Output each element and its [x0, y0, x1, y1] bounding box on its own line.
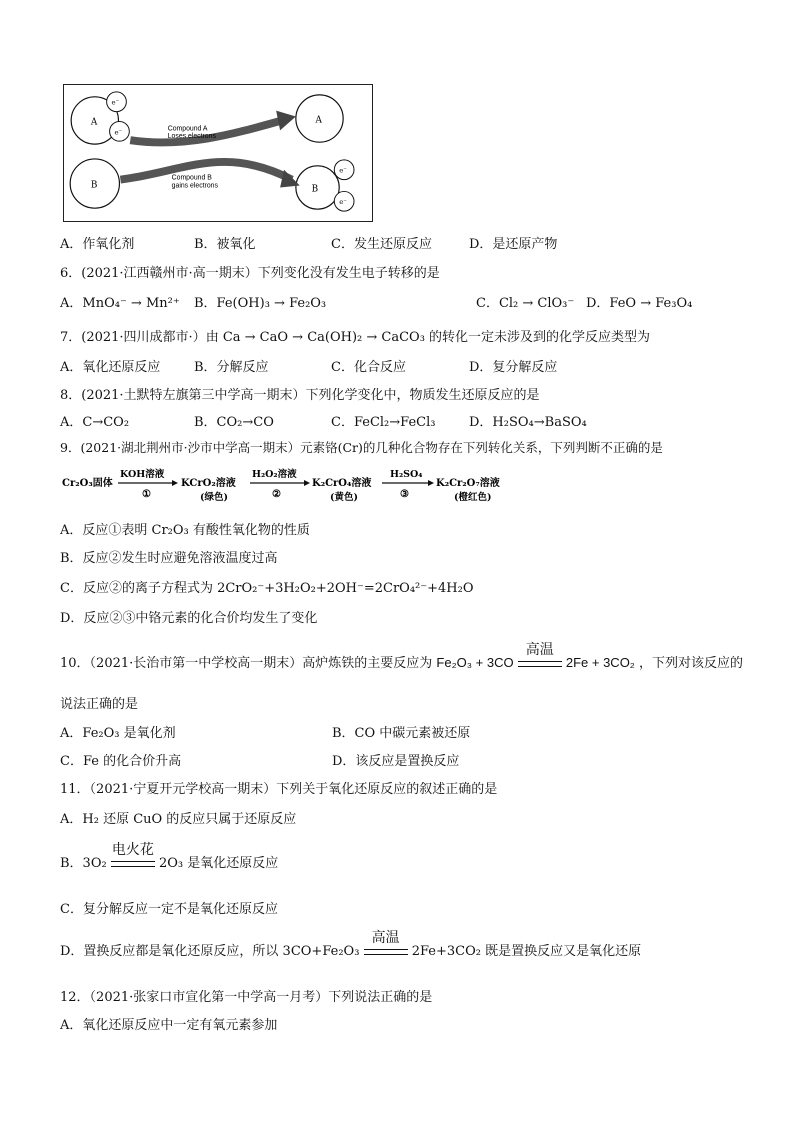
- q9-stem: 9．(2021·湖北荆州市·沙市中学高一期末）元素铬(Cr)的几种化合物存在下列转化关系，下列判断不正确的是: [60, 440, 663, 455]
- q10-stem-post: ，下列对该反应的: [639, 656, 744, 671]
- scheme-reagent-2: H₂O₂溶液: [252, 469, 297, 480]
- q10-eq-left: Fe₂O₃ + 3CO: [436, 655, 514, 670]
- q9-option-c: C．反应②的离子方程式为 2CrO₂⁻+3H₂O₂+2OH⁻=2CrO₄²⁻+4H₂O: [60, 581, 474, 596]
- label-b-right: B: [311, 184, 319, 195]
- q11-d-pre: D．置换反应都是氧化还原反应，所以 3CO+Fe₂O₃: [60, 944, 360, 959]
- q6-option-b: B．Fe(OH)₃ → Fe₂O₃: [194, 296, 327, 311]
- electron-transfer-diagram: [63, 84, 373, 222]
- q10-stem-line2: 说法正确的是: [60, 697, 139, 712]
- q8-option-c: C．FeCl₂→FeCl₃: [331, 415, 436, 430]
- q5-option-c: C．发生还原反应: [331, 237, 432, 252]
- q9-option-b: B．反应②发生时应避免溶液温度过高: [60, 551, 278, 566]
- scheme-step-2: ②: [272, 489, 281, 500]
- q12-option-a: A．氧化还原反应中一定有氧元素参加: [60, 1018, 278, 1033]
- q9-option-a: A．反应①表明 Cr₂O₃ 有酸性氧化物的性质: [60, 523, 310, 538]
- q11-b-pre: B．3O₂: [60, 856, 107, 871]
- scheme-kcro2: KCrO₂溶液: [181, 478, 236, 489]
- q8-option-d: D．H₂SO₄→BaSO₄: [469, 415, 587, 430]
- q6-option-d: D．FeO → Fe₃O₄: [586, 296, 693, 311]
- label-b-left: B: [90, 180, 98, 191]
- electron-transfer-illustration: [64, 85, 372, 221]
- electron-3: e⁻: [339, 166, 347, 175]
- q8-option-a: A．C→CO₂: [60, 415, 130, 430]
- scheme-step-3: ③: [400, 489, 409, 500]
- q10-option-c: C．Fe 的化合价升高: [60, 754, 182, 769]
- q6-stem: 6．(2021·江西赣州市·高一期末）下列变化没有发生电子转移的是: [60, 266, 440, 281]
- q5-option-b: B．被氧化: [194, 237, 256, 252]
- q5-option-a: A．作氧化剂: [60, 237, 135, 252]
- scheme-step-1: ①: [142, 489, 151, 500]
- q7-stem: 7．(2021·四川成都市·）由 Ca → CaO → Ca(OH)₂ → CaCO₃ 的转化一定未涉及到的化学反应类型为: [60, 330, 651, 345]
- q10-eq-condition-arrow: [518, 642, 562, 671]
- q11-option-d: [60, 930, 642, 959]
- compound-b-text-2: gains electrons: [171, 182, 218, 190]
- q8-option-b: B．CO₂→CO: [194, 415, 274, 430]
- electron-2: e⁻: [114, 128, 123, 137]
- q10-option-d: D．该反应是置换反应: [332, 754, 460, 769]
- compound-b-text-1: Compound B: [171, 174, 212, 182]
- compound-a-text-1: Compound A: [167, 125, 208, 133]
- scheme-color-orange: (橙红色): [454, 492, 492, 503]
- q11-d-post: 2Fe+3CO₂ 既是置换反应又是氧化还原: [411, 944, 642, 959]
- scheme-color-yellow: (黄色): [330, 492, 358, 503]
- q11-b-condition: 电火花: [111, 842, 154, 858]
- q7-option-d: D．复分解反应: [469, 360, 558, 375]
- q10-stem-line1: [60, 642, 744, 671]
- q12-stem: 12．（2021·张家口市宣化第一中学高一月考）下列说法正确的是: [60, 990, 433, 1005]
- q7-option-b: B．分解反应: [194, 360, 269, 375]
- q5-option-d: D．是还原产物: [469, 237, 558, 252]
- label-a-right: A: [315, 115, 322, 126]
- scheme-reagent-1: KOH溶液: [120, 469, 165, 480]
- q10-option-a: A．Fe₂O₃ 是氧化剂: [60, 726, 176, 741]
- electron-4: e⁻: [339, 198, 347, 207]
- q11-d-condition-arrow: [364, 930, 408, 959]
- compound-a-text-2: Loses electrons: [167, 133, 216, 141]
- q11-d-condition: 高温: [371, 930, 400, 946]
- q10-eq-condition: 高温: [525, 642, 554, 658]
- q11-option-b: [60, 842, 279, 871]
- label-a-left: A: [90, 117, 98, 128]
- q10-eq-right: 2Fe + 3CO₂: [565, 655, 635, 670]
- q10-stem-pre: 10．（2021·长治市第一中学校高一期末）高炉炼铁的主要反应为: [60, 656, 433, 671]
- scheme-k2cro4: K₂CrO₄溶液: [312, 478, 372, 489]
- q10-option-b: B．CO 中碳元素被还原: [332, 726, 471, 741]
- q11-b-condition-arrow: [111, 842, 155, 871]
- electron-1: e⁻: [111, 98, 120, 107]
- q11-option-c: C．复分解反应一定不是氧化还原反应: [60, 902, 278, 917]
- q11-b-post: 2O₃ 是氧化还原反应: [158, 856, 279, 871]
- q6-option-c: C．Cl₂ → ClO₃⁻: [476, 296, 575, 311]
- scheme-cr2o3: Cr₂O₃固体: [62, 478, 113, 489]
- chromium-reaction-scheme: [60, 465, 520, 511]
- q7-option-a: A．氧化还原反应: [60, 360, 161, 375]
- q8-stem: 8．(2021·土默特左旗第三中学高一期末）下列化学变化中，物质发生还原反应的是: [60, 388, 540, 403]
- q11-option-a: A．H₂ 还原 CuO 的反应只属于还原反应: [60, 812, 297, 827]
- q9-option-d: D．反应②③中铬元素的化合价均发生了变化: [60, 611, 318, 626]
- scheme-color-green: (绿色): [200, 492, 228, 503]
- q7-option-c: C．化合反应: [331, 360, 406, 375]
- q11-stem: 11．（2021·宁夏开元学校高一期末）下列关于氧化还原反应的叙述正确的是: [60, 782, 498, 797]
- scheme-reagent-3: H₂SO₄: [390, 469, 423, 480]
- q6-option-a: A．MnO₄⁻ → Mn²⁺: [60, 296, 180, 311]
- scheme-k2cr2o7: K₂Cr₂O₇溶液: [436, 478, 500, 489]
